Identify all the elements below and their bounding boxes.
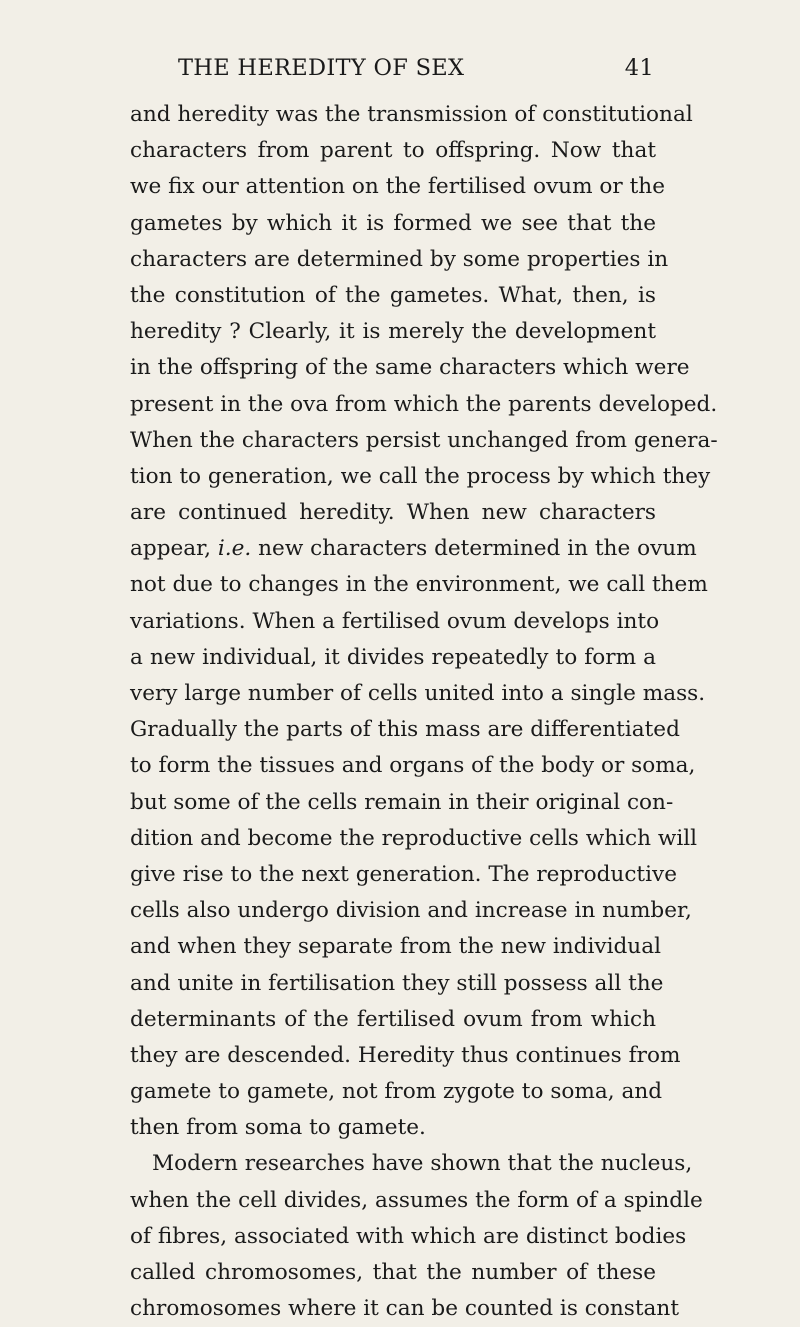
text-line: determinants of the fertilised ovum from which bbox=[130, 1006, 656, 1032]
text-line: and when they separate from the new individual bbox=[130, 934, 661, 960]
text-line: characters from parent to offspring. Now that bbox=[130, 138, 656, 164]
text-line: not due to changes in the environment, we call them bbox=[130, 572, 708, 598]
body-text bbox=[130, 97, 718, 1327]
text-line: dition and become the reproductive cells which will bbox=[130, 825, 698, 851]
text-line: give rise to the next generation. The reproductive bbox=[130, 861, 677, 887]
text-line: and heredity was the transmission of constitutional bbox=[130, 102, 693, 127]
text-line: called chromosomes, that the number of these bbox=[130, 1260, 656, 1285]
text-line: present in the ova from which the parents developed. bbox=[130, 391, 718, 417]
text-line: we fix our attention on the fertilised ovum or the bbox=[130, 174, 665, 200]
text-line: they are descended. Heredity thus continues from bbox=[130, 1042, 681, 1068]
text-line: variations. When a fertilised ovum develops into bbox=[130, 608, 660, 634]
italic-abbreviation: i.e. bbox=[217, 536, 252, 562]
running-title: THE HEREDITY OF SEX bbox=[178, 55, 465, 81]
text-line bbox=[130, 531, 697, 567]
text-fragment: appear, bbox=[130, 536, 218, 562]
text-line: the constitution of the gametes. What, then, is bbox=[130, 282, 656, 308]
text-line: to form the tissues and organs of the body or soma, bbox=[130, 753, 696, 779]
text-line: tion to generation, we call the process by which they bbox=[130, 463, 711, 489]
text-line: cells also undergo division and increase in number, bbox=[130, 898, 692, 924]
page-number: 41 bbox=[624, 55, 654, 81]
text-line: very large number of cells united into a single mass. bbox=[130, 681, 706, 706]
text-line-paragraph-end: then from soma to gamete. bbox=[130, 1115, 426, 1141]
text-line: Gradually the parts of this mass are differentiated bbox=[130, 717, 680, 743]
text-line: chromosomes where it can be counted is constant bbox=[130, 1296, 679, 1322]
text-line: heredity ? Clearly, it is merely the development bbox=[130, 319, 656, 345]
text-line: a new individual, it divides repeatedly to form a bbox=[130, 644, 656, 670]
text-line: gamete to gamete, not from zygote to soma, and bbox=[130, 1079, 663, 1105]
text-line: when the cell divides, assumes the form of a spindle bbox=[130, 1187, 703, 1213]
running-head bbox=[178, 50, 654, 86]
text-line: in the offspring of the same characters which were bbox=[130, 355, 690, 381]
text-line: characters are determined by some properties in bbox=[130, 246, 669, 272]
text-line: When the characters persist unchanged from genera- bbox=[130, 427, 718, 453]
text-line: of fibres, associated with which are distinct bodies bbox=[130, 1223, 687, 1249]
text-line: are continued heredity. When new characters bbox=[130, 500, 656, 526]
text-line-paragraph-start: Modern researches have shown that the nucleus, bbox=[152, 1151, 693, 1177]
text-line: but some of the cells remain in their original con- bbox=[130, 789, 674, 815]
text-line: gametes by which it is formed we see that the bbox=[130, 210, 656, 236]
text-line: and unite in fertilisation they still possess all the bbox=[130, 970, 664, 996]
text-fragment: new characters determined in the ovum bbox=[251, 536, 697, 562]
